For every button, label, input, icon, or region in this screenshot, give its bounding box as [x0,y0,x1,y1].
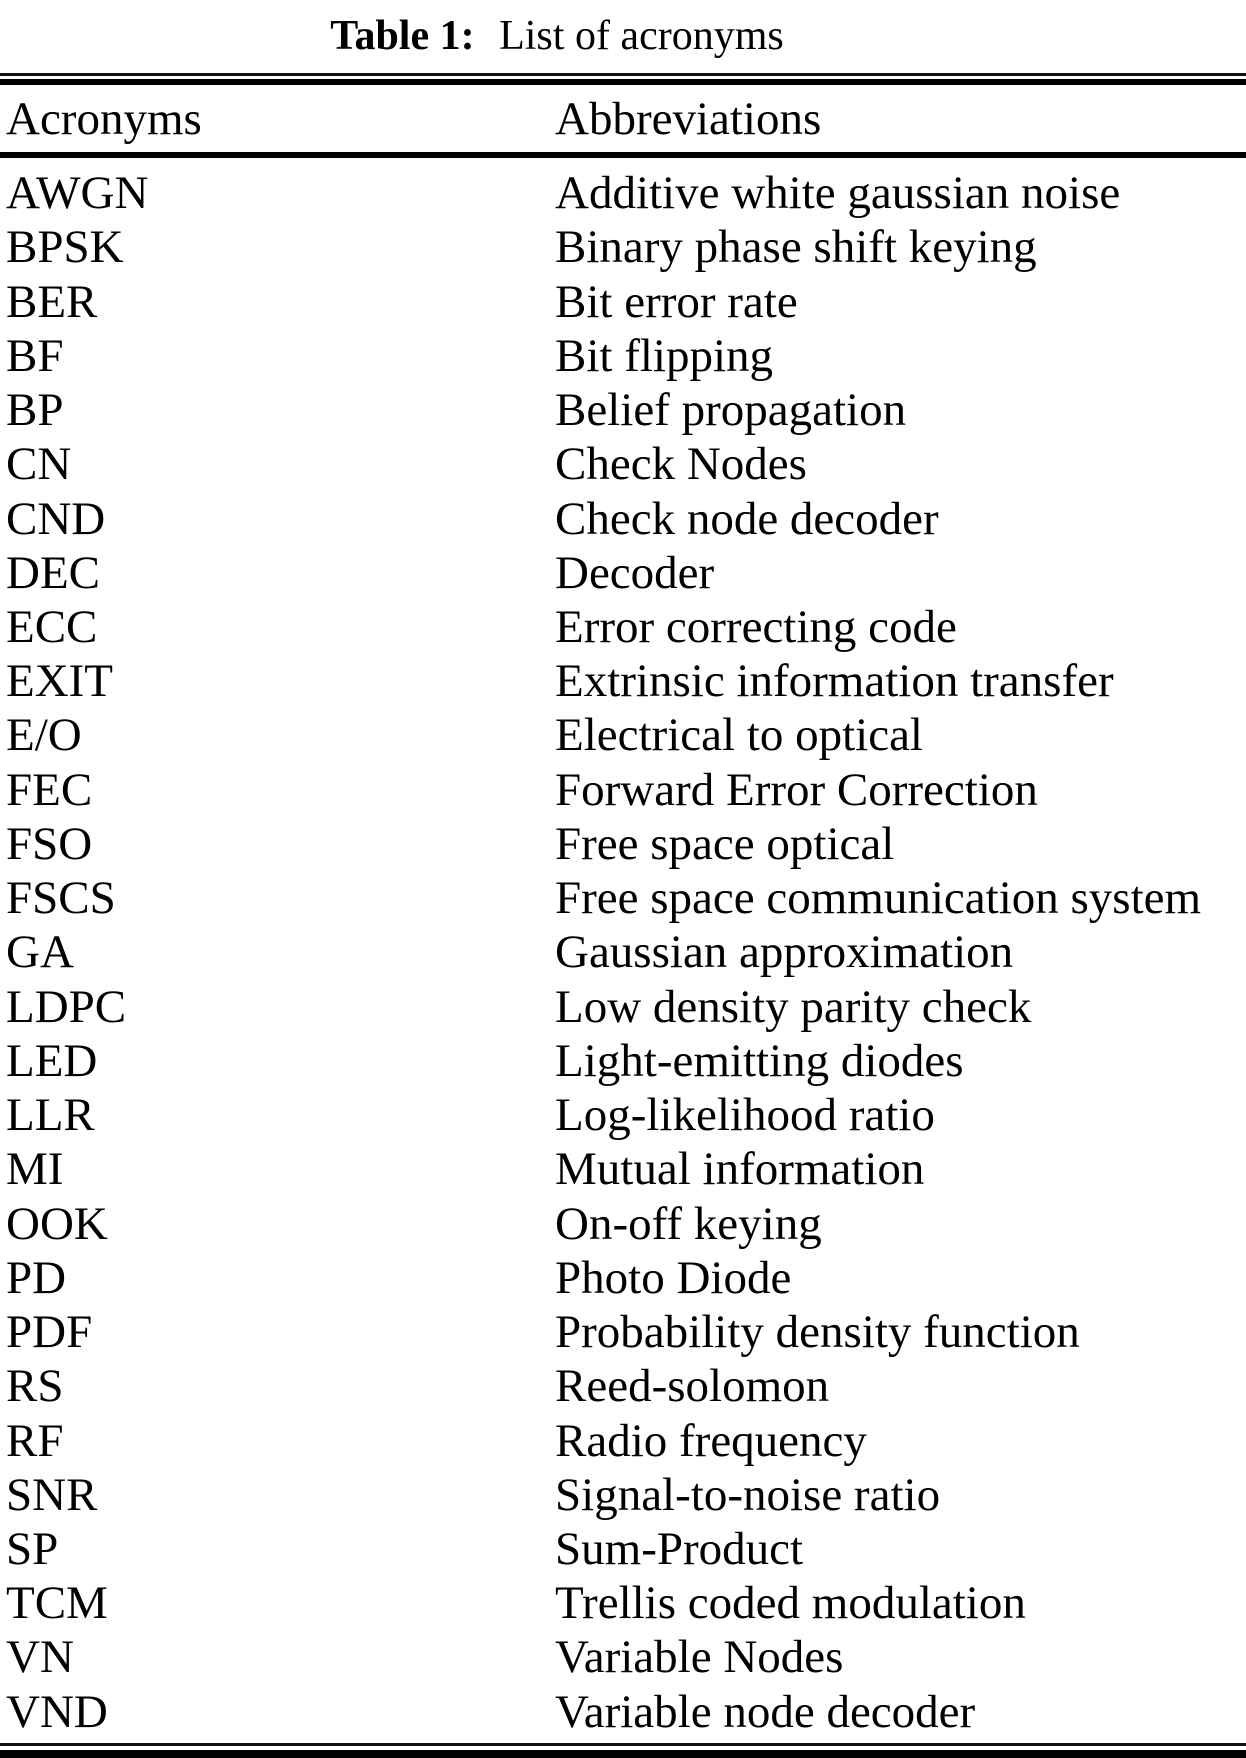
table-row [0,1305,1246,1359]
abbreviation-cell: Light-emitting diodes [555,1034,964,1087]
abbreviation-cell: Reed-solomon [555,1360,830,1413]
table-row [0,1196,1246,1250]
abbreviation-cell: Free space communication system [555,872,1202,925]
abbreviation-cell: Free space optical [555,817,895,870]
acronym-cell: BER [6,275,98,328]
abbreviation-cell: Error correcting code [555,600,957,653]
acronym-cell: RS [6,1360,64,1413]
table-row [0,1630,1246,1684]
table-caption-row [0,0,1246,73]
acronym-cell: ECC [6,600,98,653]
acronym-cell: VN [6,1631,74,1684]
acronym-cell: FSCS [6,872,116,925]
abbreviation-cell: Forward Error Correction [555,763,1038,816]
table-row [0,708,1246,762]
abbreviation-cell: Mutual information [555,1143,925,1196]
table-row [0,220,1246,274]
abbreviation-cell: Photo Diode [555,1251,792,1304]
table-row [0,1359,1246,1413]
table-row [0,1522,1246,1576]
acronym-cell: PD [6,1251,67,1304]
abbreviation-cell: Binary phase shift keying [555,221,1037,274]
table-row [0,1088,1246,1142]
abbreviation-cell: Check node decoder [555,492,939,545]
abbreviation-cell: Bit flipping [555,329,774,382]
acronym-cell: PDF [6,1306,93,1359]
acronym-cell: FEC [6,763,93,816]
acronym-cell: TCM [6,1577,108,1630]
acronym-cell: LED [6,1034,98,1087]
abbreviation-cell: Trellis coded modulation [555,1577,1026,1630]
abbreviation-cell: Low density parity check [555,980,1032,1033]
table-row [0,817,1246,871]
abbreviation-cell: Gaussian approximation [555,926,1014,979]
table-row [0,1685,1246,1739]
acronym-cell: RF [6,1414,64,1467]
table-row [0,980,1246,1034]
table-row [0,1468,1246,1522]
table-row [0,1576,1246,1630]
table-row [0,491,1246,545]
abbreviation-cell: Bit error rate [555,275,798,328]
abbreviation-cell: Belief propagation [555,384,907,437]
acronym-cell: CND [6,492,106,545]
header-acronyms: Acronyms [6,92,202,145]
table-caption [330,13,783,59]
table-row [0,329,1246,383]
table-row [0,546,1246,600]
table-row [0,1142,1246,1196]
abbreviation-cell: Variable node decoder [555,1685,976,1738]
abbreviation-cell: Electrical to optical [555,709,923,762]
acronym-cell: SP [6,1522,59,1575]
table-row [0,763,1246,817]
acronym-cell: MI [6,1143,64,1196]
acronym-cell: LDPC [6,980,127,1033]
abbreviation-cell: Additive white gaussian noise [555,167,1121,220]
acronym-cell: OOK [6,1197,108,1250]
acronym-cell: AWGN [6,167,149,220]
table-row [0,925,1246,979]
header-abbreviations: Abbreviations [555,92,822,145]
table-row [0,1034,1246,1088]
bottom-rules [0,1743,1246,1758]
table-caption-text: List of acronyms [499,13,784,60]
table-row [0,871,1246,925]
bottom-rule-thick [0,1750,1246,1758]
abbreviation-cell: Extrinsic information transfer [555,655,1114,708]
table-row [0,1251,1246,1305]
abbreviation-cell: Radio frequency [555,1414,867,1467]
table-row [0,654,1246,708]
acronym-cell: SNR [6,1468,98,1521]
acronym-cell: VND [6,1685,108,1738]
abbreviation-cell: Sum-Product [555,1522,804,1575]
table-header-row [0,85,1246,152]
abbreviation-cell: Check Nodes [555,438,807,491]
table-row [0,383,1246,437]
abbreviation-cell: Decoder [555,546,715,599]
abbreviation-cell: Probability density function [555,1306,1080,1359]
acronym-cell: GA [6,926,74,979]
acronym-cell: FSO [6,817,93,870]
table-row [0,274,1246,328]
acronym-cell: EXIT [6,655,114,708]
abbreviation-cell: Signal-to-noise ratio [555,1468,941,1521]
table-row [0,600,1246,654]
acronym-cell: BF [6,329,64,382]
acronym-cell: CN [6,438,72,491]
acronym-cell: BP [6,384,64,437]
acronym-cell: DEC [6,546,100,599]
table-row [0,166,1246,220]
table-row [0,1413,1246,1467]
abbreviation-cell: On-off keying [555,1197,822,1250]
table-row [0,437,1246,491]
abbreviation-cell: Variable Nodes [555,1631,844,1684]
abbreviation-cell: Log-likelihood ratio [555,1089,935,1142]
acronym-cell: LLR [6,1089,95,1142]
table-body [0,158,1246,1743]
acronym-cell: BPSK [6,221,124,274]
acronym-cell: E/O [6,709,82,762]
table-caption-label: Table 1: [330,13,475,60]
